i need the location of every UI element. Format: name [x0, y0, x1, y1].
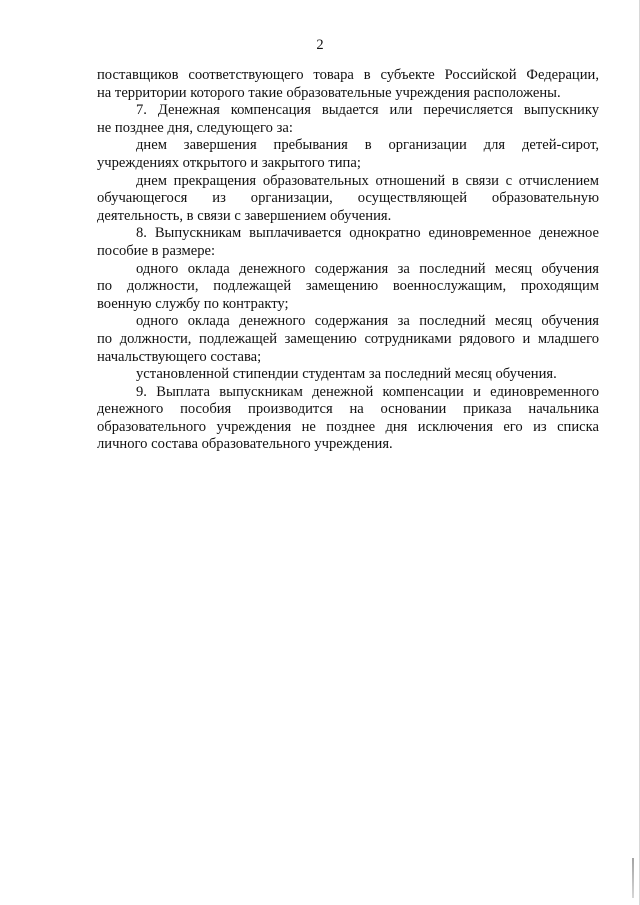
document-line: 7. Денежная компенсация выдается или перечисляется выпускнику	[136, 102, 599, 119]
document-line: днем прекращения образовательных отношений в связи с отчислением	[136, 172, 599, 189]
document-line: пособие в размере:	[97, 242, 216, 259]
document-line: одного оклада денежного содержания за последний месяц обучения	[136, 313, 599, 330]
document-line: одного оклада денежного содержания за последний месяц обучения	[136, 260, 599, 277]
document-line: 8. Выпускникам выплачивается однократно единовременное денежное	[136, 225, 599, 242]
document-line: военную службу по контракту;	[97, 295, 289, 312]
document-line: образовательного учреждения не позднее дня исключения его из списка	[97, 418, 599, 435]
document-line: учреждениях открытого и закрытого типа;	[97, 154, 361, 171]
document-line: по должности, подлежащей замещению сотрудниками рядового и младшего	[97, 330, 599, 347]
scan-artifact-mark	[632, 858, 634, 898]
page-number: 2	[316, 37, 324, 53]
document-line: денежного пособия производится на основании приказа начальника	[97, 401, 599, 418]
document-line: деятельность, в связи с завершением обучения.	[97, 207, 392, 224]
document-line: 9. Выплата выпускникам денежной компенсации и единовременного	[136, 383, 599, 400]
document-line: начальствующего состава;	[97, 348, 262, 365]
document-line: днем завершения пребывания в организации для детей-сирот,	[136, 137, 599, 154]
document-line: на территории которого такие образовательные учреждения расположены.	[97, 84, 561, 101]
document-line: по должности, подлежащей замещению военнослужащим, проходящим	[97, 278, 599, 295]
document-line: личного состава образовательного учреждения.	[97, 436, 393, 453]
document-line: поставщиков соответствующего товара в субъекте Российской Федерации,	[97, 67, 599, 83]
document-line: не позднее дня, следующего за:	[97, 119, 293, 136]
document-line: установленной стипендии студентам за последний месяц обучения.	[136, 366, 557, 383]
document-line: обучающегося из организации, осуществляющей образовательную	[97, 190, 599, 207]
document-body	[97, 67, 599, 454]
